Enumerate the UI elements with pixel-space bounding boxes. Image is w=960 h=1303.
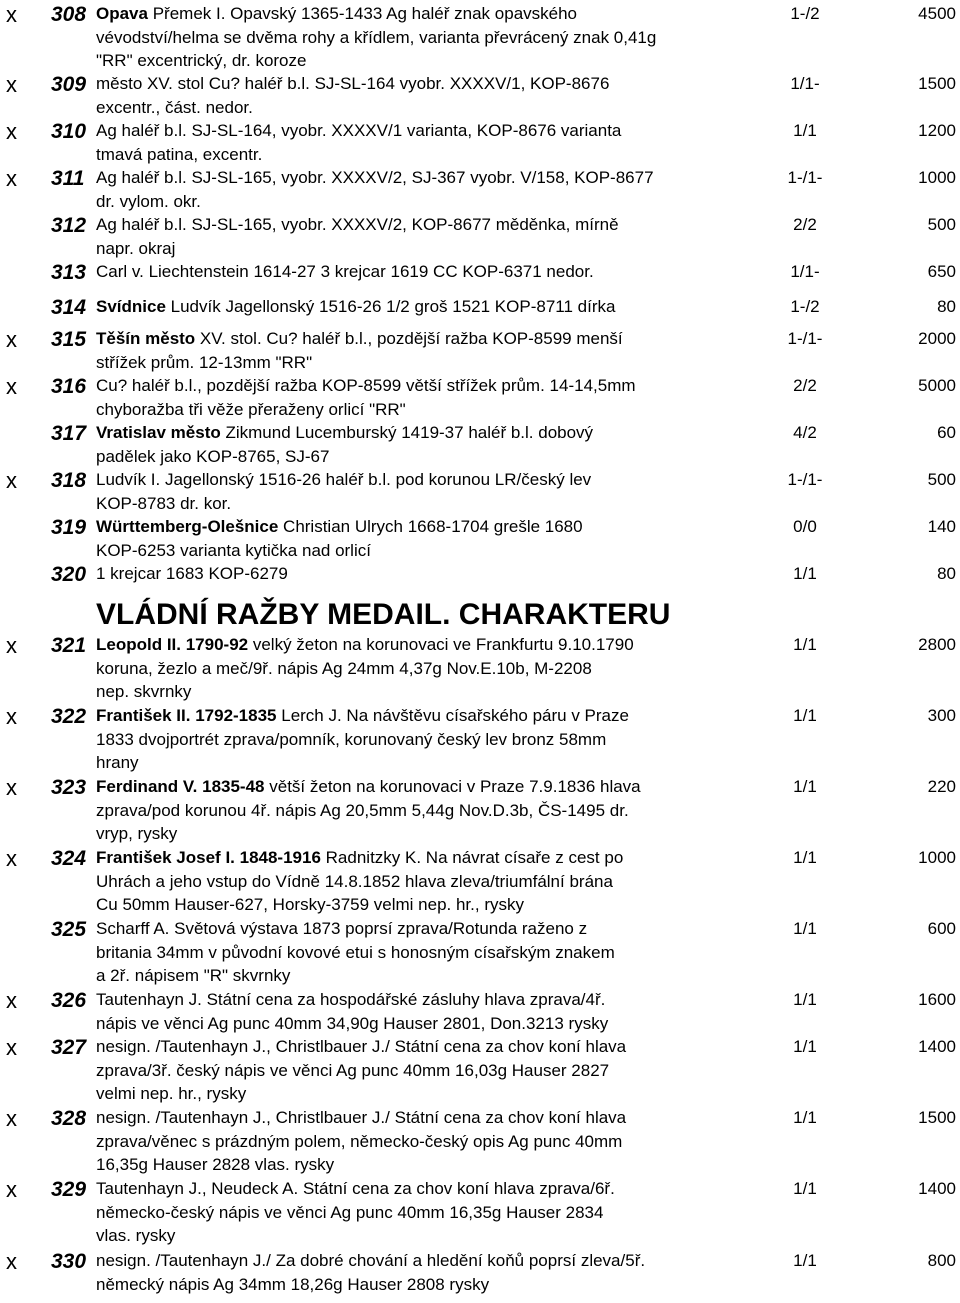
lot-description xyxy=(96,1035,766,1106)
description-line xyxy=(96,751,766,775)
description-line xyxy=(96,213,766,237)
description-text: Lerch J. Na návštěvu císařského páru v Praze xyxy=(276,706,629,725)
description-line xyxy=(96,351,766,375)
description-text: Ludvík I. Jagellonský 1516-26 haléř b.l. pod korunou LR/český lev xyxy=(96,470,592,489)
lot-number: 313 xyxy=(51,261,87,284)
lot-price: 80 xyxy=(937,297,956,316)
description-text: zprava/3ř. český nápis ve věnci Ag punc 40mm 16,03g Hauser 2827 xyxy=(96,1060,610,1080)
lot-price: 2800 xyxy=(918,635,956,654)
lot-number: 311 xyxy=(51,167,85,190)
description-line xyxy=(96,917,766,941)
description-line xyxy=(96,1224,766,1248)
description-line xyxy=(96,657,766,681)
lot-grade: 0/0 xyxy=(793,517,817,536)
lot-grade: 1/1- xyxy=(790,262,820,281)
lot-mark: x xyxy=(6,1249,17,1274)
description-line xyxy=(96,260,766,284)
lot-price: 1500 xyxy=(918,1108,956,1127)
description-line xyxy=(96,704,766,728)
description-line xyxy=(96,295,766,319)
description-line xyxy=(96,941,766,965)
description-line xyxy=(96,1082,766,1106)
description-text: excentr., část. nedor. xyxy=(96,97,253,117)
lot-price: 220 xyxy=(927,777,956,796)
lot-grade: 1/1 xyxy=(793,564,817,583)
description-line xyxy=(96,1273,766,1297)
lot-grade: 1-/1- xyxy=(787,470,823,489)
lot-number: 309 xyxy=(51,73,87,96)
description-line xyxy=(96,190,766,214)
description-text: Radnitzky K. Na návrat císaře z cest po xyxy=(320,848,624,867)
lot-mark: x xyxy=(6,468,17,493)
lot-grade: 1/1 xyxy=(793,1108,817,1127)
description-text: velký žeton na korunovaci ve Frankfurtu 9.10.1790 xyxy=(248,635,634,654)
lot-mark: x xyxy=(6,72,17,97)
description-line xyxy=(96,633,766,657)
lot-mark: x xyxy=(6,119,17,144)
description-text: větší žeton na korunovaci v Praze 7.9.1836 hlava xyxy=(264,777,641,796)
lot-place-name: František II. 1792-1835 xyxy=(96,706,277,725)
lot-mark: x xyxy=(6,988,17,1013)
lot-grade: 1/1 xyxy=(793,121,817,140)
description-line xyxy=(96,1106,766,1130)
lot-number: 324 xyxy=(51,847,87,870)
lot-description xyxy=(96,327,766,374)
lot-place-name: František Josef I. 1848-1916 xyxy=(96,848,321,867)
lot-grade: 1/1 xyxy=(793,1179,817,1198)
lot-number: 320 xyxy=(51,563,87,586)
lot-price: 1000 xyxy=(918,168,956,187)
lot-number: 314 xyxy=(51,296,87,319)
lot-price: 300 xyxy=(927,706,956,725)
description-line xyxy=(96,822,766,846)
lot-grade: 1-/1- xyxy=(787,329,823,348)
lot-price: 1600 xyxy=(918,990,956,1009)
description-text: nep. skvrnky xyxy=(96,682,192,701)
description-text: KOP-8783 dr. kor. xyxy=(96,493,232,513)
description-text: tmavá patina, excentr. xyxy=(96,144,263,164)
description-line xyxy=(96,1130,766,1154)
description-line xyxy=(96,374,766,398)
description-line xyxy=(96,870,766,894)
description-text: nesign. /Tautenhayn J./ Za dobré chování a hledění koňů poprsí zleva/5ř. xyxy=(96,1251,646,1270)
description-text: 1833 dvojportrét zprava/pomník, korunovaný český lev bronz 58mm xyxy=(96,729,607,749)
description-line xyxy=(96,1012,766,1036)
description-text: britania 34mm v původní kovové etui s honosným císařským znakem xyxy=(96,942,615,962)
description-text: Přemek I. Opavský 1365-1433 Ag haléř znak opavského xyxy=(147,4,578,23)
lot-price: 1500 xyxy=(918,74,956,93)
lot-grade: 1/1 xyxy=(793,706,817,725)
description-text: padělek jako KOP-8765, SJ-67 xyxy=(96,446,330,466)
description-line xyxy=(96,445,766,469)
description-text: "RR" excentrický, dr. koroze xyxy=(96,51,307,70)
lot-description xyxy=(96,562,766,586)
lot-description xyxy=(96,988,766,1035)
description-text: chyboražba tři věže přeraženy orlicí "RR" xyxy=(96,399,406,419)
description-text: Ag haléř b.l. SJ-SL-165, vyobr. XXXXV/2, SJ-367 vyobr. V/158, KOP-8677 xyxy=(96,168,654,187)
description-text: střížek prům. 12-13mm "RR" xyxy=(96,352,313,372)
description-text: nesign. /Tautenhayn J., Christlbauer J./ Státní cena za chov koní hlava xyxy=(96,1037,627,1056)
lot-number: 327 xyxy=(51,1036,87,1059)
description-line xyxy=(96,492,766,516)
lot-grade: 4/2 xyxy=(793,423,817,442)
lot-description xyxy=(96,213,766,260)
description-line xyxy=(96,775,766,799)
description-text: XV. stol. Cu? haléř b.l., pozdější ražba KOP-8599 menší xyxy=(195,329,623,348)
lot-number: 330 xyxy=(51,1250,87,1273)
description-line xyxy=(96,119,766,143)
description-text: Ludvík Jagellonský 1516-26 1/2 groš 1521 KOP-8711 dírka xyxy=(165,297,616,316)
lot-place-name: Těšín město xyxy=(96,329,196,348)
description-line xyxy=(96,468,766,492)
lot-number: 315 xyxy=(51,328,87,351)
description-text: německý nápis Ag 34mm 18,26g Hauser 2808 rysky xyxy=(96,1274,490,1294)
description-line xyxy=(96,49,766,73)
description-text: Zikmund Lucemburský 1419-37 haléř b.l. dobový xyxy=(220,423,594,442)
lot-grade: 1/1 xyxy=(793,919,817,938)
description-text: Ag haléř b.l. SJ-SL-165, vyobr. XXXXV/2, KOP-8677 měděnka, mírně xyxy=(96,215,619,234)
lot-description xyxy=(96,917,766,988)
description-line xyxy=(96,237,766,261)
lot-description xyxy=(96,775,766,846)
lot-mark: x xyxy=(6,1035,17,1060)
lot-grade: 1-/2 xyxy=(790,4,820,23)
description-line xyxy=(96,988,766,1012)
description-text: vryp, rysky xyxy=(96,824,178,843)
description-text: nesign. /Tautenhayn J., Christlbauer J./ Státní cena za chov koní hlava xyxy=(96,1108,627,1127)
lot-price: 2000 xyxy=(918,329,956,348)
description-line xyxy=(96,421,766,445)
lot-description xyxy=(96,1249,766,1296)
description-line xyxy=(96,1035,766,1059)
lot-description xyxy=(96,704,766,775)
description-line xyxy=(96,327,766,351)
lot-price: 140 xyxy=(927,517,956,536)
description-text: zprava/pod korunou 4ř. nápis Ag 20,5mm 5,44g Nov.D.3b, ČS-1495 dr. xyxy=(96,800,629,820)
lot-number: 308 xyxy=(51,3,87,26)
lot-price: 4500 xyxy=(918,4,956,23)
description-line xyxy=(96,2,766,26)
lot-mark: x xyxy=(6,327,17,352)
description-text: 16,35g Hauser 2828 vlas. rysky xyxy=(96,1155,335,1174)
lot-mark: x xyxy=(6,166,17,191)
description-text: a 2ř. nápisem "R" skvrnky xyxy=(96,966,291,985)
description-line xyxy=(96,680,766,704)
lot-price: 600 xyxy=(927,919,956,938)
lot-mark: x xyxy=(6,1106,17,1131)
lot-number: 319 xyxy=(51,516,87,539)
lot-mark: x xyxy=(6,633,17,658)
description-line xyxy=(96,728,766,752)
lot-grade: 1/1 xyxy=(793,635,817,654)
lot-description xyxy=(96,421,766,468)
description-line xyxy=(96,166,766,190)
lot-price: 800 xyxy=(927,1251,956,1270)
lot-grade: 2/2 xyxy=(793,376,817,395)
description-line xyxy=(96,26,766,50)
lot-description xyxy=(96,515,766,562)
description-line xyxy=(96,562,766,586)
lot-place-name: Ferdinand V. 1835-48 xyxy=(96,777,265,796)
lot-mark: x xyxy=(6,775,17,800)
lot-description xyxy=(96,846,766,917)
lot-place-name: Württemberg-Olešnice xyxy=(96,517,279,536)
lot-number: 329 xyxy=(51,1178,87,1201)
lot-description xyxy=(96,295,766,319)
lot-description xyxy=(96,166,766,213)
lot-number: 325 xyxy=(51,918,87,941)
lot-place-name: Leopold II. 1790-92 xyxy=(96,635,249,654)
lot-mark: x xyxy=(6,1177,17,1202)
description-line xyxy=(96,799,766,823)
lot-number: 316 xyxy=(51,375,87,398)
description-text: zprava/věnec s prázdným polem, německo-český opis Ag punc 40mm xyxy=(96,1131,623,1151)
description-text: napr. okraj xyxy=(96,238,176,258)
description-text: Cu? haléř b.l., pozdější ražba KOP-8599 větší střížek prům. 14-14,5mm xyxy=(96,376,636,395)
description-line xyxy=(96,1153,766,1177)
lot-place-name: Vratislav město xyxy=(96,423,221,442)
lot-number: 310 xyxy=(51,120,87,143)
description-line xyxy=(96,893,766,917)
lot-mark: x xyxy=(6,2,17,27)
lot-price: 1400 xyxy=(918,1037,956,1056)
lot-grade: 1/1 xyxy=(793,1037,817,1056)
lot-price: 1400 xyxy=(918,1179,956,1198)
description-text: Scharff A. Světová výstava 1873 poprsí zprava/Rotunda raženo z xyxy=(96,919,588,938)
lot-grade: 1-/2 xyxy=(790,297,820,316)
description-text: velmi nep. hr., rysky xyxy=(96,1084,247,1103)
description-text: Christian Ulrych 1668-1704 grešle 1680 xyxy=(278,517,583,536)
description-text: Uhrách a jeho vstup do Vídně 14.8.1852 hlava zleva/triumfální brána xyxy=(96,871,613,891)
lot-number: 322 xyxy=(51,705,87,728)
lot-price: 1000 xyxy=(918,848,956,867)
lot-grade: 2/2 xyxy=(793,215,817,234)
description-text: Ag haléř b.l. SJ-SL-164, vyobr. XXXXV/1 varianta, KOP-8676 varianta xyxy=(96,121,622,140)
description-text: Cu 50mm Hauser-627, Horsky-3759 velmi nep. hr., rysky xyxy=(96,895,524,914)
lot-number: 326 xyxy=(51,989,87,1012)
lot-description xyxy=(96,374,766,421)
description-text: koruna, žezlo a meč/9ř. nápis Ag 24mm 4,37g Nov.E.10b, M-2208 xyxy=(96,658,592,678)
description-line xyxy=(96,539,766,563)
lot-number: 328 xyxy=(51,1107,87,1130)
description-text: KOP-6253 varianta kytička nad orlicí xyxy=(96,540,371,560)
description-text: hrany xyxy=(96,753,139,772)
lot-mark: x xyxy=(6,374,17,399)
description-line xyxy=(96,515,766,539)
lot-grade: 1/1 xyxy=(793,1251,817,1270)
description-text: vévodství/helma se dvěma rohy a křídlem, varianta převrácený znak 0,41g xyxy=(96,27,657,47)
description-line xyxy=(96,1249,766,1273)
lot-price: 1200 xyxy=(918,121,956,140)
lot-number: 312 xyxy=(51,214,87,237)
lot-grade: 1-/1- xyxy=(787,168,823,187)
lot-description xyxy=(96,468,766,515)
lot-grade: 1/1- xyxy=(790,74,820,93)
lot-mark: x xyxy=(6,846,17,871)
lot-place-name: Svídnice xyxy=(96,297,166,316)
description-text: vlas. rysky xyxy=(96,1226,176,1245)
description-text: německo-český nápis ve věnci Ag punc 40mm 16,35g Hauser 2834 xyxy=(96,1202,604,1222)
lot-description xyxy=(96,72,766,119)
description-text: Carl v. Liechtenstein 1614-27 3 krejcar 1619 CC KOP-6371 nedor. xyxy=(96,262,594,281)
description-text: Tautenhayn J. Státní cena za hospodářské zásluhy hlava zprava/4ř. xyxy=(96,990,606,1009)
description-line xyxy=(96,96,766,120)
lot-price: 500 xyxy=(927,470,956,489)
lot-description xyxy=(96,2,766,73)
description-line xyxy=(96,1201,766,1225)
description-text: nápis ve věnci Ag punc 40mm 34,90g Hauser 2801, Don.3213 rysky xyxy=(96,1013,609,1033)
lot-description xyxy=(96,1177,766,1248)
description-text: 1 krejcar 1683 KOP-6279 xyxy=(96,564,288,583)
lot-description xyxy=(96,260,766,284)
lot-number: 323 xyxy=(51,776,87,799)
lot-price: 650 xyxy=(927,262,956,281)
description-text: město XV. stol Cu? haléř b.l. SJ-SL-164 vyobr. XXXXV/1, KOP-8676 xyxy=(96,74,610,93)
lot-grade: 1/1 xyxy=(793,848,817,867)
lot-mark: x xyxy=(6,704,17,729)
lot-price: 60 xyxy=(937,423,956,442)
description-line xyxy=(96,964,766,988)
lot-grade: 1/1 xyxy=(793,777,817,796)
description-line xyxy=(96,398,766,422)
lot-description xyxy=(96,633,766,704)
lot-number: 321 xyxy=(51,634,87,657)
description-text: dr. vylom. okr. xyxy=(96,191,201,211)
description-line xyxy=(96,72,766,96)
section-heading: VLÁDNÍ RAŽBY MEDAIL. CHARAKTERU xyxy=(96,598,671,631)
lot-grade: 1/1 xyxy=(793,990,817,1009)
description-line xyxy=(96,143,766,167)
description-text: Tautenhayn J., Neudeck A. Státní cena za chov koní hlava zprava/6ř. xyxy=(96,1179,615,1198)
lot-place-name: Opava xyxy=(96,4,148,23)
lot-number: 318 xyxy=(51,469,87,492)
lot-price: 5000 xyxy=(918,376,956,395)
lot-description xyxy=(96,1106,766,1177)
description-line xyxy=(96,1177,766,1201)
description-line xyxy=(96,1059,766,1083)
lot-description xyxy=(96,119,766,166)
description-line xyxy=(96,846,766,870)
lot-price: 80 xyxy=(937,564,956,583)
lot-number: 317 xyxy=(51,422,87,445)
lot-price: 500 xyxy=(927,215,956,234)
